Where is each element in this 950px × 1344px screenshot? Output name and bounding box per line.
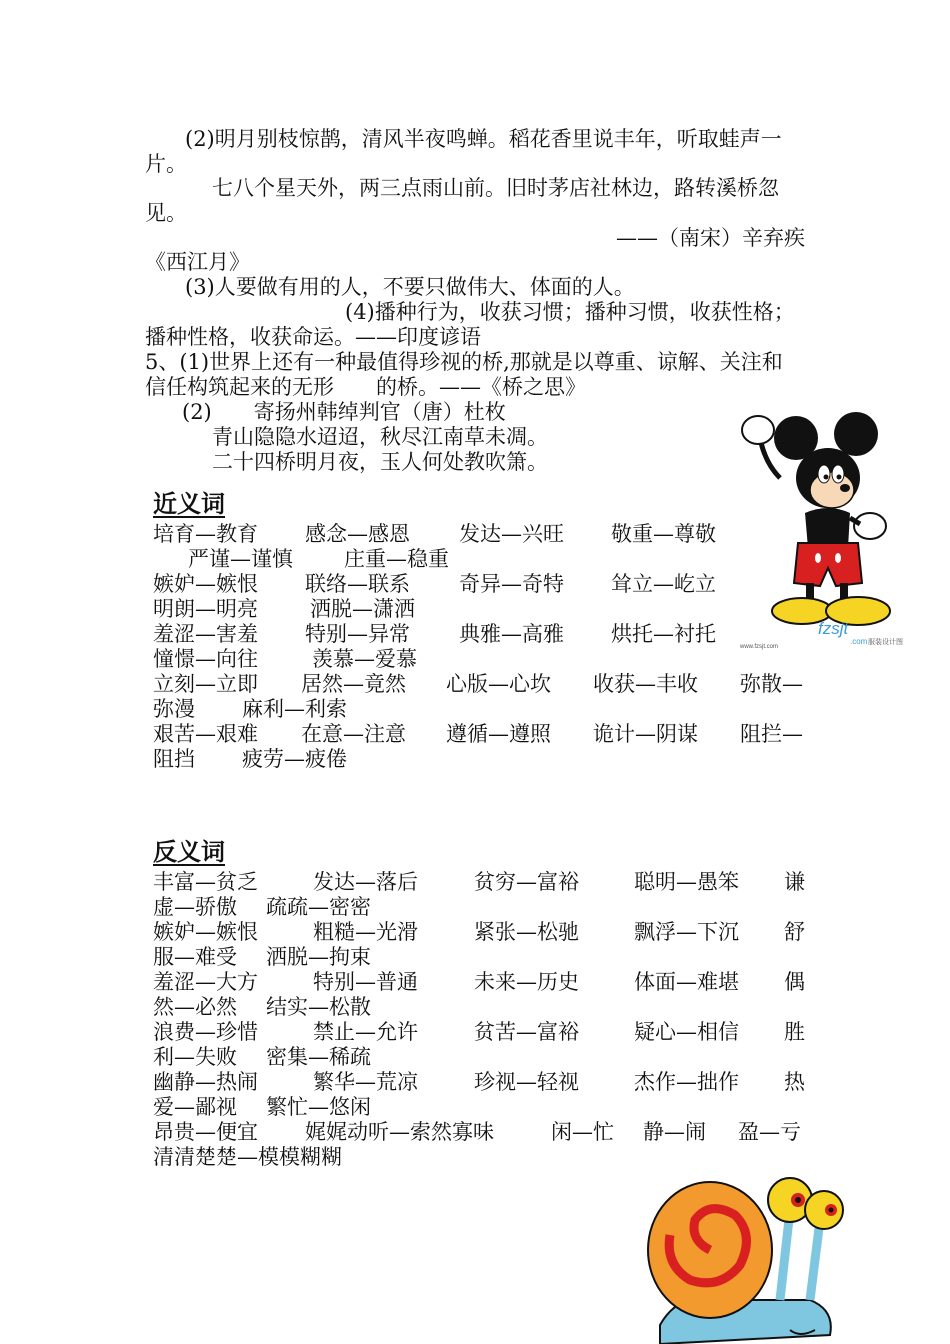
poem-5-2-line-1: 青山隐隐水迢迢，秋尽江南草未凋。 — [212, 425, 548, 449]
antonyms-pair: 昂贵—便宜 — [153, 1120, 258, 1144]
synonyms-pair: 明朗—明亮 — [153, 597, 258, 621]
antonyms-pair: 贫苦—富裕 — [474, 1020, 579, 1044]
poem-5-2-line-2: 二十四桥明月夜，玉人何处教吹箫。 — [212, 450, 548, 474]
antonyms-pair: 盈—亏 — [738, 1120, 801, 1144]
poem-2-line-3: 七八个星天外，两三点雨山前。旧时茅店社林边，路转溪桥忽 — [212, 176, 779, 200]
antonyms-pair: 聪明—愚笨 — [634, 870, 739, 894]
antonyms-pair: 服—难受 — [153, 945, 237, 969]
quote-5-line-2: 信任构筑起来的无形 的桥。——《桥之思》 — [145, 375, 586, 399]
quote-4-line-1: (4)播种行为，收获习惯；播种习惯，收获性格； — [345, 300, 795, 324]
mickey-mouse-illustration — [740, 408, 915, 650]
synonyms-pair: 阻拦— — [740, 722, 803, 746]
synonyms-pair: 耸立—屹立 — [611, 572, 716, 596]
synonyms-pair: 特别—异常 — [305, 622, 410, 646]
watermark-caption: 服装设计图 — [868, 638, 903, 646]
synonyms-pair: 培育—教育 — [153, 522, 258, 546]
antonyms-pair: 贫穷—富裕 — [474, 870, 579, 894]
synonyms-pair: 羡慕—爱慕 — [312, 647, 417, 671]
antonyms-pair: 紧张—松驰 — [474, 920, 579, 944]
synonyms-pair: 感念—感恩 — [305, 522, 410, 546]
synonyms-pair: 烘托—衬托 — [611, 622, 716, 646]
antonyms-pair: 闲—忙 — [551, 1120, 614, 1144]
antonyms-pair: 舒 — [784, 920, 805, 944]
poem-2-title: 《西江月》 — [145, 250, 250, 274]
synonyms-pair: 立刻—立即 — [153, 672, 258, 696]
watermark-brand: fzsjt — [818, 619, 849, 638]
antonyms-pair: 发达—落后 — [313, 870, 418, 894]
antonyms-pair: 羞涩—大方 — [153, 970, 258, 994]
antonyms-heading: 反义词 — [153, 837, 225, 866]
antonyms-pair: 然—必然 — [153, 995, 237, 1019]
synonyms-pair: 诡计—阴谋 — [593, 722, 698, 746]
synonyms-pair: 敬重—尊敬 — [611, 522, 716, 546]
antonyms-pair: 结实—松散 — [266, 995, 371, 1019]
antonyms-pair: 繁忙—悠闲 — [266, 1095, 371, 1119]
antonyms-pair: 未来—历史 — [474, 970, 579, 994]
antonyms-pair: 娓娓动听—索然寡味 — [305, 1120, 494, 1144]
antonyms-pair: 虚—骄傲 — [153, 895, 237, 919]
synonyms-pair: 在意—注意 — [301, 722, 406, 746]
antonyms-pair: 体面—难堪 — [634, 970, 739, 994]
antonyms-pair: 珍视—轻视 — [474, 1070, 579, 1094]
synonyms-pair: 收获—丰收 — [593, 672, 698, 696]
antonyms-pair: 谦 — [784, 870, 805, 894]
poem-5-2-title: (2) 寄扬州韩绰判官（唐）杜枚 — [182, 400, 506, 424]
antonyms-pair: 幽静—热闹 — [153, 1070, 258, 1094]
synonyms-pair: 严谨—谨慎 — [188, 547, 293, 571]
poem-2-line-2: 片。 — [145, 152, 187, 176]
antonyms-pair: 杰作—拙作 — [634, 1070, 739, 1094]
antonyms-pair: 密集—稀疏 — [266, 1045, 371, 1069]
antonyms-pair: 热 — [784, 1070, 805, 1094]
synonyms-pair: 奇异—奇特 — [459, 572, 564, 596]
antonyms-pair: 胜 — [784, 1020, 805, 1044]
synonyms-pair: 嫉妒—嫉恨 — [153, 572, 258, 596]
poem-2-author: ——（南宋）辛弃疾 — [616, 226, 805, 250]
synonyms-pair: 联络—联系 — [305, 572, 410, 596]
antonyms-pair: 疑心—相信 — [634, 1020, 739, 1044]
antonyms-pair: 爱—鄙视 — [153, 1095, 237, 1119]
antonyms-pair: 特别—普通 — [313, 970, 418, 994]
antonyms-pair: 飘浮—下沉 — [634, 920, 739, 944]
antonyms-pair: 粗糙—光滑 — [313, 920, 418, 944]
synonyms-heading: 近义词 — [153, 489, 225, 518]
antonyms-pair: 禁止—允许 — [313, 1020, 418, 1044]
synonyms-pair: 庄重—稳重 — [344, 547, 449, 571]
synonyms-pair: 憧憬—向往 — [153, 647, 258, 671]
snail-illustration — [640, 1150, 845, 1344]
quote-5-line-1: 5、(1)世界上还有一种最值得珍视的桥,那就是以尊重、谅解、关注和 — [145, 350, 783, 374]
watermark-domain: .com — [850, 637, 868, 646]
antonyms-pair: 利—失败 — [153, 1045, 237, 1069]
quote-3: (3)人要做有用的人，不要只做伟大、体面的人。 — [185, 275, 635, 299]
watermark-url: www.fzsjt.com — [740, 644, 779, 650]
synonyms-pair: 疲劳—疲倦 — [242, 747, 347, 771]
quote-4-line-2: 播种性格，收获命运。——印度谚语 — [145, 325, 481, 349]
synonyms-pair: 阻挡 — [153, 747, 195, 771]
antonyms-pair: 繁华—荒凉 — [313, 1070, 418, 1094]
synonyms-pair: 发达—兴旺 — [459, 522, 564, 546]
antonyms-pair: 丰富—贫乏 — [153, 870, 258, 894]
synonyms-pair: 羞涩—害羞 — [153, 622, 258, 646]
synonyms-pair: 弥散— — [740, 672, 803, 696]
antonyms-pair: 偶 — [784, 970, 805, 994]
antonyms-pair: 嫉妒—嫉恨 — [153, 920, 258, 944]
synonyms-pair: 典雅—高雅 — [459, 622, 564, 646]
synonyms-pair: 遵循—遵照 — [446, 722, 551, 746]
poem-2-line-1: (2)明月别枝惊鹊，清风半夜鸣蝉。稻花香里说丰年，听取蛙声一 — [185, 127, 782, 151]
poem-2-line-4: 见。 — [145, 201, 187, 225]
synonyms-pair: 心版—心坎 — [446, 672, 551, 696]
antonyms-pair: 清清楚楚—模模糊糊 — [153, 1145, 342, 1169]
antonyms-pair: 静—闹 — [643, 1120, 706, 1144]
antonyms-pair: 疏疏—密密 — [266, 895, 371, 919]
antonyms-pair: 浪费—珍惜 — [153, 1020, 258, 1044]
synonyms-pair: 洒脱—潇洒 — [310, 597, 415, 621]
antonyms-pair: 洒脱—拘束 — [266, 945, 371, 969]
synonyms-pair: 艰苦—艰难 — [153, 722, 258, 746]
synonyms-pair: 弥漫 — [153, 697, 195, 721]
synonyms-pair: 麻利—利索 — [242, 697, 347, 721]
synonyms-pair: 居然—竟然 — [301, 672, 406, 696]
